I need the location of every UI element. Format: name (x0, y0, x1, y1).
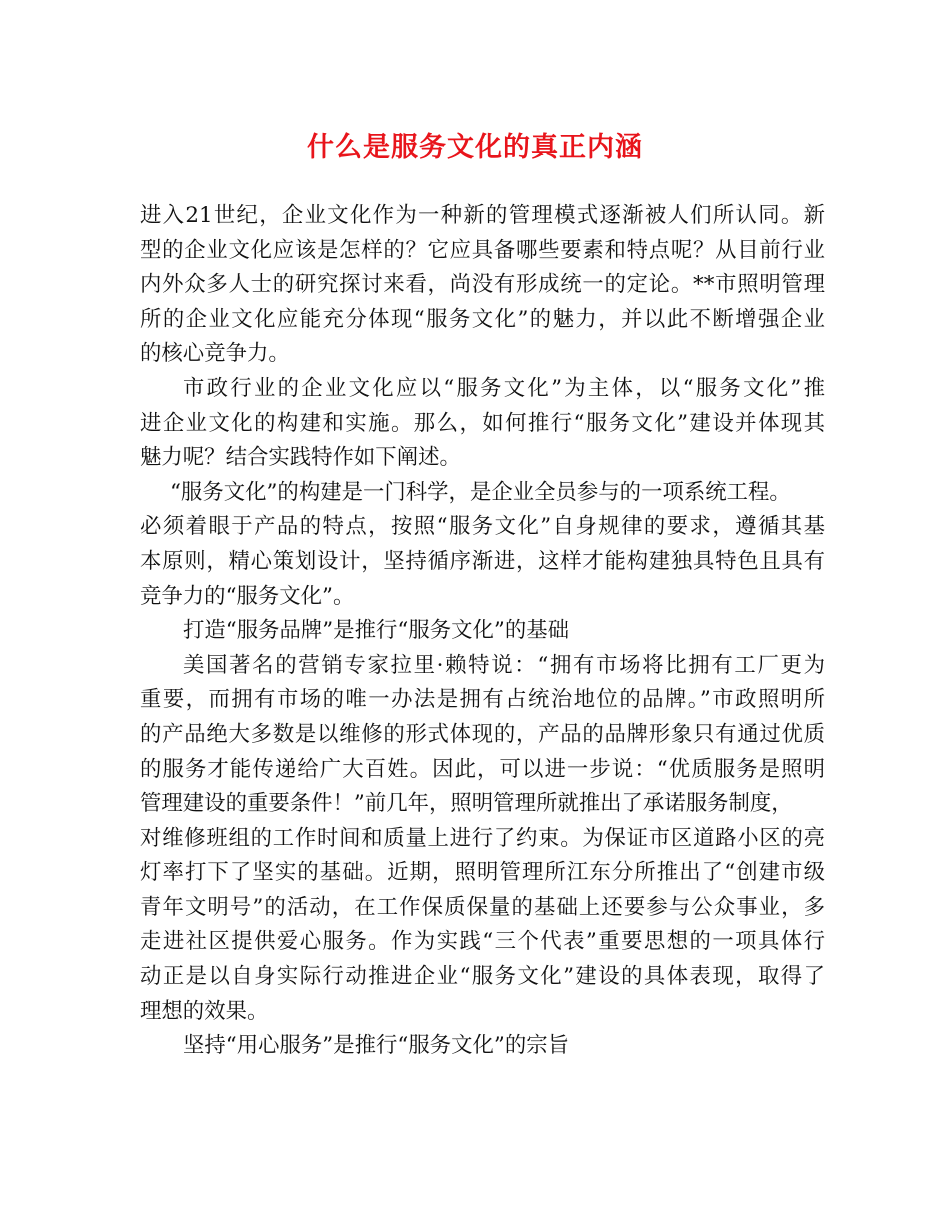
text-line: 重要，而拥有市场的唯一办法是拥有占统治地位的品牌。”市政照明所 (140, 687, 825, 713)
text-line: 对维修班组的工作时间和质量上进行了约束。为保证市区道路小区的亮 (140, 825, 825, 851)
text-line: 进入21世纪，企业文化作为一种新的管理模式逐渐被人们所认同。新 (140, 203, 825, 228)
text-line: 青年文明号”的活动，在工作保质保量的基础上还要参与公众事业，多 (140, 894, 825, 920)
text-line: “服务文化”的构建是一门科学，是企业全员参与的一项系统工程。 (170, 479, 791, 505)
document-body (140, 199, 825, 1064)
text-line: 的产品绝大多数是以维修的形式体现的，产品的品牌形象只有通过优质 (140, 721, 825, 747)
text-line: 型的企业文化应该是怎样的？它应具备哪些要素和特点呢？从目前行业 (140, 237, 825, 263)
text-line: 市政行业的企业文化应以“服务文化”为主体，以“服务文化”推 (183, 375, 825, 401)
document-title: 什么是服务文化的真正内涵 (307, 132, 643, 163)
text-line: 管理建设的重要条件！”前几年，照明管理所就推出了承诺服务制度， (140, 791, 793, 817)
text-line: 本原则，精心策划设计，坚持循序渐进，这样才能构建独具特色且具有 (140, 548, 825, 574)
text-line: 的核心竞争力。 (140, 341, 290, 367)
text-line: 美国著名的营销专家拉里·赖特说：“拥有市场将比拥有工厂更为 (183, 652, 825, 678)
text-line: 内外众多人士的研究探讨来看，尚没有形成统一的定论。**市照明管理 (140, 272, 825, 298)
text-line: 理想的效果。 (140, 998, 269, 1024)
section-heading: 坚持“用心服务”是推行“服务文化”的宗旨 (183, 1033, 569, 1059)
text-line: 走进社区提供爱心服务。作为实践“三个代表”重要思想的一项具体行 (140, 929, 825, 955)
text-line: 魅力呢？结合实践特作如下阐述。 (140, 445, 461, 471)
text-line: 的服务才能传递给广大百姓。因此，可以进一步说：“优质服务是照明 (140, 756, 825, 782)
text-line: 动正是以自身实际行动推进企业“服务文化”建设的具体表现，取得了 (140, 964, 825, 990)
text-line: 所的企业文化应能充分体现“服务文化”的魅力，并以此不断增强企业 (140, 306, 825, 332)
text-line: 灯率打下了坚实的基础。近期，照明管理所江东分所推出了“创建市级 (140, 860, 825, 886)
section-heading: 打造“服务品牌”是推行“服务文化”的基础 (183, 618, 569, 644)
text-line: 竞争力的“服务文化”。 (140, 583, 355, 609)
text-line: 必须着眼于产品的特点，按照“服务文化”自身规律的要求，遵循其基 (140, 514, 825, 540)
text-line: 进企业文化的构建和实施。那么，如何推行“服务文化”建设并体现其 (140, 410, 825, 436)
